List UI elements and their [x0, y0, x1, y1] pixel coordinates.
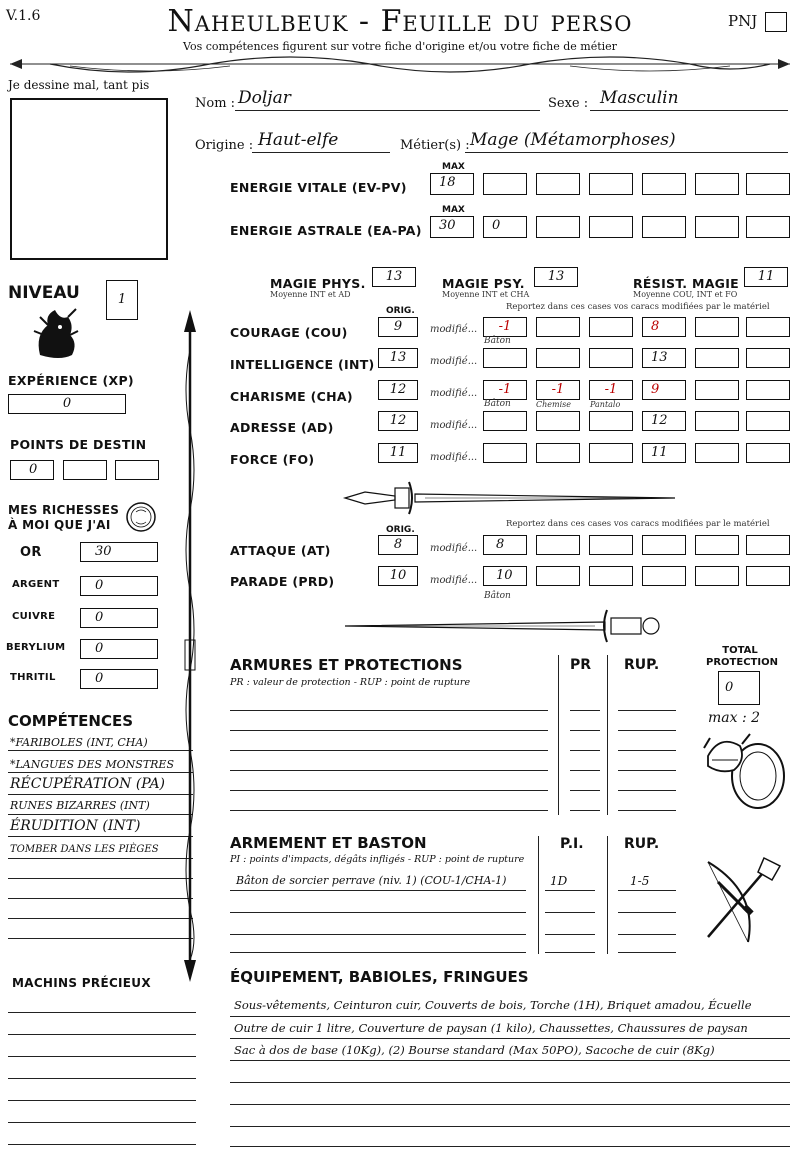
int-mod-1[interactable] [483, 348, 527, 368]
cha-label: CHARISME (CHA) [230, 389, 353, 404]
argent-value[interactable]: 0 [80, 576, 158, 596]
armure-row-3-rup[interactable] [618, 750, 676, 751]
niveau-label: NIVEAU [8, 283, 80, 303]
page-title: Naheulbeuk - Feuille du perso [167, 4, 633, 39]
armure-row-4[interactable] [230, 770, 548, 771]
ea-max-label: MAX [442, 205, 465, 215]
competence-item-1[interactable]: *FARIBOLES (INT, CHA) [10, 736, 148, 749]
armement-row-4-rup[interactable] [618, 952, 676, 953]
prd-mod-4[interactable] [642, 566, 686, 586]
competences-title: COMPÉTENCES [8, 712, 134, 730]
machins-line-4 [8, 1078, 196, 1079]
xp-value[interactable]: 0 [8, 394, 126, 414]
cha-mod-2-note: Chemise [536, 400, 571, 409]
prd-mod-2[interactable] [536, 566, 580, 586]
armement-subtitle: PI : points d'impacts, dégâts infligés - RUP : point de rupture [230, 854, 525, 865]
cha-modifie: modifié... [430, 388, 478, 399]
ea-value[interactable]: 30 [430, 216, 474, 238]
magie-psy-note: Moyenne INT et CHA [442, 290, 530, 299]
at-mod-3[interactable] [589, 535, 633, 555]
armure-row-6-pr[interactable] [570, 810, 600, 811]
armement-row-3-pi[interactable] [545, 934, 595, 935]
armure-row-2-pr[interactable] [570, 730, 600, 731]
cha-mod-3-note: Pantalo [590, 400, 621, 409]
cou-modifie: modifié... [430, 324, 478, 335]
armement-title: ARMEMENT ET BASTON [230, 834, 427, 852]
competence-item-6[interactable]: TOMBER DANS LES PIÈGES [10, 844, 159, 855]
resist-magie-note: Moyenne COU, INT et FO [633, 290, 738, 299]
competence-line-2 [8, 772, 193, 773]
ad-modifie: modifié... [430, 420, 478, 431]
prd-mod-6[interactable] [746, 566, 790, 586]
cha-mod-6[interactable] [746, 380, 790, 400]
weapon-rup[interactable]: 1-5 [630, 874, 650, 888]
armure-row-5[interactable] [230, 790, 548, 791]
ad-mod-6[interactable] [746, 411, 790, 431]
armure-row-3[interactable] [230, 750, 548, 751]
weapon-pi[interactable]: 1D [550, 874, 568, 888]
prd-modifie: modifié... [430, 575, 478, 586]
equip-rule-6 [230, 1126, 790, 1127]
shield-helmet-icon [700, 726, 790, 816]
portrait-caption: Je dessine mal, tant pis [8, 78, 150, 92]
fo-modifie: modifié... [430, 452, 478, 463]
magie-phys-value[interactable]: 13 [372, 267, 416, 287]
armures-subtitle: PR : valeur de protection - RUP : point de rupture [230, 677, 471, 688]
page-subtitle: Vos compétences figurent sur votre fiche d'origine et/ou votre fiche de métier [183, 40, 617, 53]
armement-pi-header: P.I. [560, 836, 584, 852]
total-label-1: TOTAL [722, 645, 758, 656]
berylium-label: BERYLIUM [6, 642, 66, 653]
fo-mod-2[interactable] [536, 443, 580, 463]
or-value[interactable]: 30 [80, 542, 158, 562]
prd-label: PARADE (PRD) [230, 574, 335, 589]
cha-mod-3[interactable]: -1 [589, 380, 633, 400]
origine-label: Origine : [195, 138, 254, 153]
ev-box-4[interactable] [589, 173, 633, 195]
weapon-name[interactable]: Bâton de sorcier perrave (niv. 1) (COU-1/CHA-1) [236, 874, 507, 887]
at-orig-value[interactable]: 8 [378, 535, 418, 555]
cou-mod-2[interactable] [536, 317, 580, 337]
ev-box-6[interactable] [695, 173, 739, 195]
nom-label: Nom : [195, 96, 236, 111]
magie-phys-label: MAGIE PHYS. [270, 276, 366, 291]
ad-mod-1[interactable] [483, 411, 527, 431]
at-mod-5[interactable] [695, 535, 739, 555]
ea-box-7[interactable] [746, 216, 790, 238]
int-modifie: modifié... [430, 356, 478, 367]
nom-value[interactable]: Doljar [238, 88, 291, 108]
thritil-value[interactable]: 0 [80, 669, 158, 689]
ea-box-4[interactable] [589, 216, 633, 238]
stats-orig-label: ORIG. [386, 306, 415, 316]
cou-mod-3[interactable] [589, 317, 633, 337]
pnj-label: PNJ [728, 12, 758, 30]
machins-line-5 [8, 1100, 196, 1101]
xp-label: EXPÉRIENCE (XP) [8, 373, 134, 388]
machins-title: MACHINS PRÉCIEUX [12, 976, 151, 990]
int-mod-6[interactable] [746, 348, 790, 368]
cou-label: COURAGE (COU) [230, 325, 348, 340]
ea-box-5[interactable] [642, 216, 686, 238]
armure-row-6[interactable] [230, 810, 548, 811]
armement-row-1-rup[interactable] [618, 890, 676, 891]
sexe-label: Sexe : [548, 96, 589, 111]
cou-mod-5[interactable] [695, 317, 739, 337]
competence-item-3[interactable]: RÉCUPÉRATION (PA) [10, 776, 166, 792]
cou-orig-value[interactable]: 9 [378, 317, 418, 337]
competence-line-10 [8, 938, 193, 939]
or-label: OR [20, 545, 42, 560]
fo-mod-3[interactable] [589, 443, 633, 463]
equipement-line-1[interactable]: Sous-vêtements, Ceinturon cuir, Couverts de bois, Torche (1H), Briquet amadou, Écuelle [234, 998, 752, 1012]
magie-phys-note: Moyenne INT et AD [270, 290, 351, 299]
competence-line-7 [8, 878, 193, 879]
total-label-2: PROTECTION [706, 657, 778, 668]
armure-row-1-pr[interactable] [570, 710, 600, 711]
armures-rows [230, 690, 680, 820]
equip-rule-5 [230, 1104, 790, 1105]
ev-label: ENERGIE VITALE (EV-PV) [230, 180, 407, 195]
pnj-checkbox[interactable] [765, 12, 787, 32]
machins-line-1 [8, 1012, 196, 1013]
machins-line-2 [8, 1034, 196, 1035]
coin-icon [124, 500, 158, 534]
at-modifie: modifié... [430, 543, 478, 554]
total-protection-value[interactable]: 0 [718, 671, 760, 705]
fo-mod-1[interactable] [483, 443, 527, 463]
sword-icon [335, 478, 685, 518]
ev-box-2[interactable] [483, 173, 527, 195]
at-label: ATTAQUE (AT) [230, 543, 331, 558]
int-mod-3[interactable] [589, 348, 633, 368]
fo-mod-5[interactable] [695, 443, 739, 463]
competence-line-4 [8, 814, 193, 815]
competence-item-2[interactable]: *LANGUES DES MONSTRES [10, 758, 175, 771]
armures-title: ARMURES ET PROTECTIONS [230, 656, 463, 674]
total-protection-max: max : 2 [708, 710, 761, 726]
equip-rule-1 [230, 1016, 790, 1017]
destin-label: POINTS DE DESTIN [10, 437, 147, 452]
cha-mod-5[interactable] [695, 380, 739, 400]
competence-line-1 [8, 750, 193, 751]
equipement-line-3[interactable]: Sac à dos de base (10Kg), (2) Bourse standard (Max 50PO), Sacoche de cuir (8Kg) [234, 1043, 715, 1057]
cou-mod-1-note: Bâton [484, 336, 511, 346]
metier-value[interactable]: Mage (Métamorphoses) [470, 130, 676, 150]
cha-final[interactable]: 9 [642, 380, 686, 400]
ev-box-5[interactable] [642, 173, 686, 195]
ad-final[interactable]: 12 [642, 411, 686, 431]
cha-mod-1-note: Bâton [484, 399, 511, 409]
armement-row-4-pi[interactable] [545, 952, 595, 953]
int-final[interactable]: 13 [642, 348, 686, 368]
armement-row-2-pi[interactable] [545, 912, 595, 913]
ad-label: ADRESSE (AD) [230, 420, 334, 435]
equip-rule-7 [230, 1146, 790, 1147]
ad-orig-value[interactable]: 12 [378, 411, 418, 431]
armure-row-2[interactable] [230, 730, 548, 731]
armure-row-5-rup[interactable] [618, 790, 676, 791]
equipement-title: ÉQUIPEMENT, BABIOLES, FRINGUES [230, 968, 529, 986]
stats-note: Reportez dans ces cases vos caracs modifiées par le matériel [506, 302, 770, 312]
argent-label: ARGENT [12, 579, 60, 590]
ev-box-7[interactable] [746, 173, 790, 195]
crossed-weapons-icon [688, 852, 788, 952]
richesses-label-1: MES RICHESSES [8, 503, 120, 517]
magie-psy-value[interactable]: 13 [534, 267, 578, 287]
cha-orig-value[interactable]: 12 [378, 380, 418, 400]
equip-rule-3 [230, 1060, 790, 1061]
niveau-value[interactable]: 1 [106, 280, 138, 320]
ea-box-3[interactable] [536, 216, 580, 238]
ev-box-3[interactable] [536, 173, 580, 195]
fo-final[interactable]: 11 [642, 443, 686, 463]
version-label: V.1.6 [6, 8, 41, 24]
ev-max-label: MAX [442, 162, 465, 172]
int-mod-5[interactable] [695, 348, 739, 368]
prd-mod-1[interactable]: 10 [483, 566, 527, 586]
cuivre-label: CUIVRE [12, 611, 56, 622]
metier-line [465, 152, 788, 153]
origine-line [252, 152, 390, 153]
ev-value[interactable]: 18 [430, 173, 474, 195]
resist-magie-value[interactable]: 11 [744, 267, 788, 287]
equip-rule-2 [230, 1038, 790, 1039]
ea-box-2[interactable]: 0 [483, 216, 527, 238]
armures-rup-header: RUP. [624, 657, 660, 673]
ad-mod-5[interactable] [695, 411, 739, 431]
machins-line-6 [8, 1122, 196, 1123]
armement-row-3[interactable] [230, 934, 526, 935]
fo-orig-value[interactable]: 11 [378, 443, 418, 463]
armement-row-2[interactable] [230, 912, 526, 913]
dragon-icon [30, 305, 80, 363]
cha-mod-1[interactable]: -1 [483, 380, 527, 400]
armures-pr-header: PR [570, 657, 592, 673]
at-mod-1[interactable]: 8 [483, 535, 527, 555]
destin-box-1[interactable]: 0 [10, 460, 54, 480]
cha-mod-2[interactable]: -1 [536, 380, 580, 400]
competence-item-4[interactable]: RUNES BIZARRES (INT) [10, 799, 150, 812]
ea-label: ENERGIE ASTRALE (EA-PA) [230, 223, 422, 238]
prd-mod-5[interactable] [695, 566, 739, 586]
competence-line-9 [8, 918, 193, 919]
cou-final[interactable]: 8 [642, 317, 686, 337]
competence-item-5[interactable]: ÉRUDITION (INT) [10, 818, 141, 834]
competence-line-5 [8, 836, 193, 837]
cuivre-value[interactable]: 0 [80, 608, 158, 628]
prd-mod-1-note: Bâton [484, 591, 511, 601]
richesses-label-2: À MOI QUE J'AI [8, 518, 111, 532]
ad-mod-2[interactable] [536, 411, 580, 431]
armure-row-3-pr[interactable] [570, 750, 600, 751]
int-label: INTELLIGENCE (INT) [230, 357, 375, 372]
armement-col-divider-1 [538, 836, 539, 954]
armement-row-4[interactable] [230, 952, 526, 953]
berylium-value[interactable]: 0 [80, 639, 158, 659]
competence-line-6 [8, 858, 193, 859]
armure-row-1[interactable] [230, 710, 548, 711]
armement-row-1-pi[interactable] [545, 890, 595, 891]
armure-row-6-rup[interactable] [618, 810, 676, 811]
prd-orig-value[interactable]: 10 [378, 566, 418, 586]
armure-row-4-pr[interactable] [570, 770, 600, 771]
fo-label: FORCE (FO) [230, 452, 315, 467]
sexe-value[interactable]: Masculin [600, 88, 679, 108]
ea-box-6[interactable] [695, 216, 739, 238]
armement-rup-header: RUP. [624, 836, 660, 852]
thritil-label: THRITIL [10, 672, 56, 683]
magie-psy-label: MAGIE PSY. [442, 276, 525, 291]
armement-row-3-rup[interactable] [618, 934, 676, 935]
equipement-line-2[interactable]: Outre de cuir 1 litre, Couverture de paysan (1 kilo), Chaussettes, Chaussures de paysan [234, 1021, 748, 1035]
int-orig-value[interactable]: 13 [378, 348, 418, 368]
armement-row-2-rup[interactable] [618, 912, 676, 913]
armement-col-divider-2 [607, 836, 608, 954]
competence-line-8 [8, 898, 193, 899]
armure-row-4-rup[interactable] [618, 770, 676, 771]
at-mod-6[interactable] [746, 535, 790, 555]
at-mod-4[interactable] [642, 535, 686, 555]
nom-line [235, 110, 540, 111]
cou-mod-6[interactable] [746, 317, 790, 337]
fo-mod-6[interactable] [746, 443, 790, 463]
portrait-box[interactable] [10, 98, 168, 260]
machins-line-7 [8, 1144, 196, 1145]
sword-icon-2 [335, 606, 685, 646]
destin-box-2[interactable] [63, 460, 107, 480]
at-mod-2[interactable] [536, 535, 580, 555]
destin-box-3[interactable] [115, 460, 159, 480]
resist-magie-label: RÉSIST. MAGIE [633, 276, 740, 291]
machins-line-3 [8, 1056, 196, 1057]
ad-mod-3[interactable] [589, 411, 633, 431]
competence-line-3 [8, 794, 193, 795]
armement-row-1[interactable] [230, 890, 526, 891]
armure-row-5-pr[interactable] [570, 790, 600, 791]
staff-icon [178, 310, 202, 982]
metier-label: Métier(s) : [400, 138, 470, 153]
sexe-line [590, 110, 788, 111]
prd-mod-3[interactable] [589, 566, 633, 586]
int-mod-2[interactable] [536, 348, 580, 368]
combat-orig-label: ORIG. [386, 525, 415, 535]
armure-row-1-rup[interactable] [618, 710, 676, 711]
combat-note: Reportez dans ces cases vos caracs modifiées par le matériel [506, 519, 770, 529]
armure-row-2-rup[interactable] [618, 730, 676, 731]
equip-rule-4 [230, 1082, 790, 1083]
cou-mod-1[interactable]: -1 [483, 317, 527, 337]
origine-value[interactable]: Haut-elfe [258, 130, 339, 150]
